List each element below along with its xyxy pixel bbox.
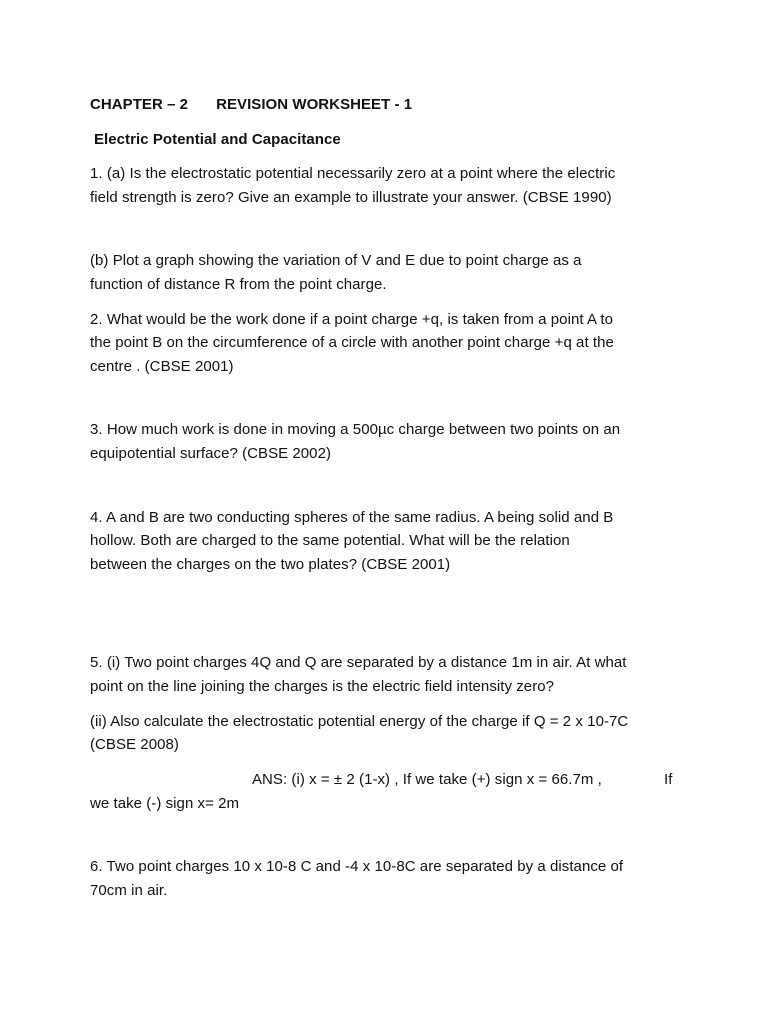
question-2-line-3: centre . (CBSE 2001)	[90, 358, 234, 375]
question-3-line-1: 3. How much work is done in moving a 500µc charge between two points on an	[90, 421, 621, 438]
question-6-line-1: 6. Two point charges 10 x 10-8 C and -4 x 10-8C are separated by a distance of	[90, 858, 624, 875]
question-5ii-line-2: (CBSE 2008)	[90, 736, 179, 753]
question-4-line-3: between the charges on the two plates? (CBSE 2001)	[90, 556, 451, 573]
question-5-answer-line-1: ANS: (i) x = ± 2 (1-x) , If we take (+) sign x = 66.7m ,	[252, 771, 602, 788]
question-6-line-2: 70cm in air.	[90, 882, 168, 899]
question-1a-line-2: field strength is zero? Give an example to illustrate your answer. (CBSE 1990)	[90, 189, 612, 206]
question-1b-line-1: (b) Plot a graph showing the variation of V and E due to point charge as a	[90, 252, 582, 269]
worksheet-title: REVISION WORKSHEET - 1	[216, 96, 413, 113]
question-4-line-1: 4. A and B are two conducting spheres of the same radius. A being solid and B	[90, 509, 614, 526]
question-4-line-2: hollow. Both are charged to the same potential. What will be the relation	[90, 532, 570, 549]
question-5i-line-2: point on the line joining the charges is the electric field intensity zero?	[90, 678, 555, 695]
question-1a-line-1: 1. (a) Is the electrostatic potential necessarily zero at a point where the electric	[90, 165, 616, 182]
chapter-label: CHAPTER – 2	[90, 96, 189, 113]
question-1b-line-2: function of distance R from the point charge.	[90, 276, 387, 293]
question-5-answer-if: If	[664, 771, 673, 788]
question-5-answer-line-2: we take (-) sign x= 2m	[90, 795, 240, 812]
question-2-line-2: the point B on the circumference of a circle with another point charge +q at the	[90, 334, 614, 351]
question-5i-line-1: 5. (i) Two point charges 4Q and Q are separated by a distance 1m in air. At what	[90, 654, 627, 671]
worksheet-subtitle: Electric Potential and Capacitance	[94, 131, 341, 148]
question-3-line-2: equipotential surface? (CBSE 2002)	[90, 445, 332, 462]
question-2-line-1: 2. What would be the work done if a point charge +q, is taken from a point A to	[90, 311, 614, 328]
question-5ii-line-1: (ii) Also calculate the electrostatic potential energy of the charge if Q = 2 x 10-7C	[90, 713, 629, 730]
worksheet-heading	[90, 93, 690, 116]
